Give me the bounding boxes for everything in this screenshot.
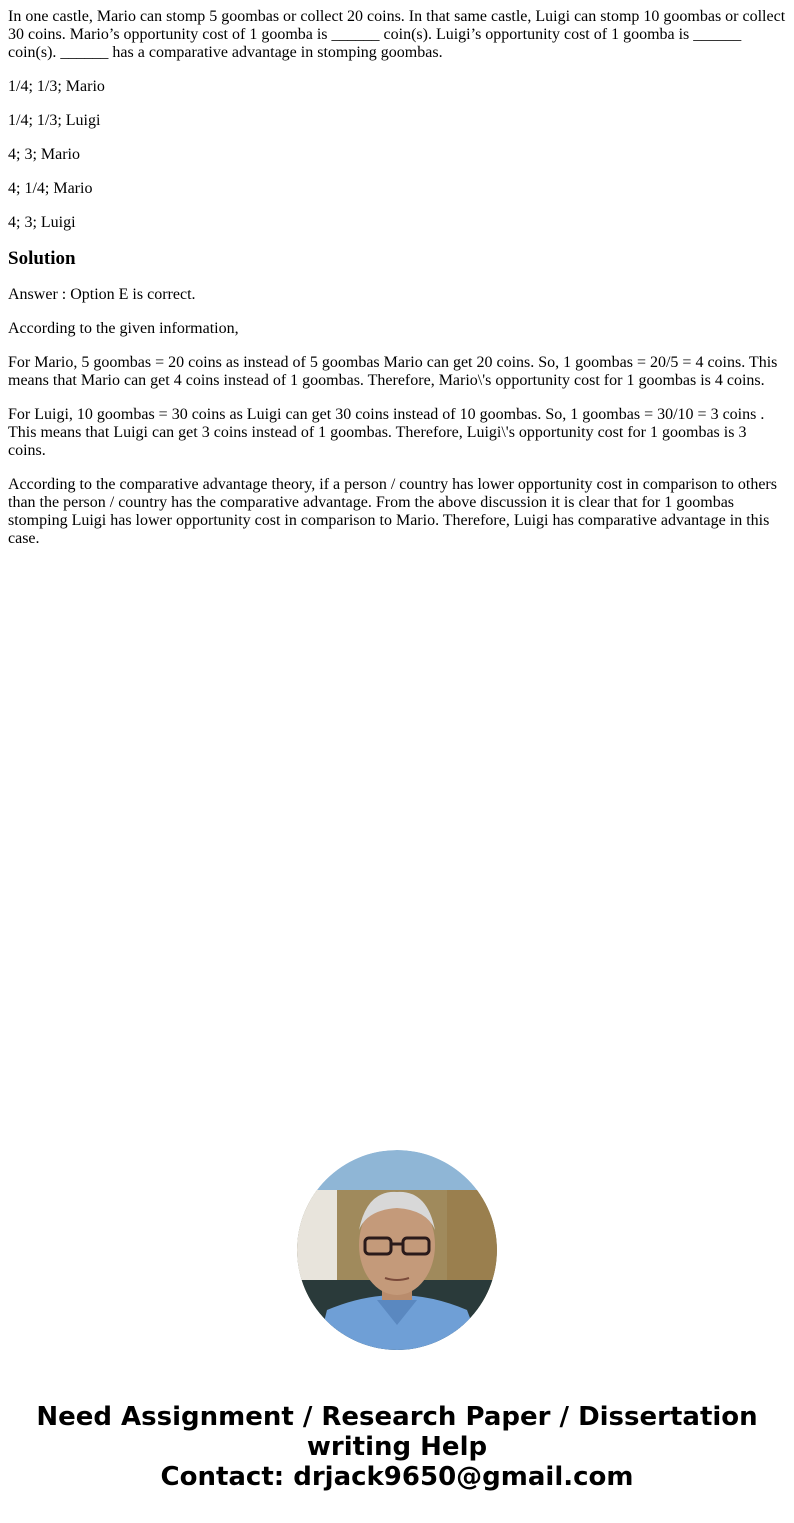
option-b: 1/4; 1/3; Luigi [8,112,101,129]
option-c: 4; 3; Mario [8,146,80,163]
solution-intro: According to the given information, [8,320,239,337]
promo-line-1: Need Assignment / Research Paper / Dissertation [36,1402,758,1432]
options-list [8,78,786,232]
solution-luigi: For Luigi, 10 goombas = 30 coins as Luigi can get 30 coins instead of 10 goombas. So, 1 goombas = 30/10 = 3 coins . This means that Luigi can get 3 coins instead of 1 goombas. Therefore, Luigi\'s opportunity cost for 1 goombas is 3 coins. [8,406,765,459]
solution-answer: Answer : Option E is correct. [8,286,196,303]
author-avatar [297,1150,497,1350]
question-text: In one castle, Mario can stomp 5 goombas or collect 20 coins. In that same castle, Luigi can stomp 10 goombas or collect 30 coins. Mario’s opportunity cost of 1 goomba is ______ coin(s). Luigi’s opportunity cost of 1 goomba is ______ coin(s). ______ has a comparative advantage in stomping goombas. [8,8,786,61]
option-e: 4; 3; Luigi [8,214,76,231]
solution-heading: Solution [8,248,76,269]
document-body [8,8,786,564]
solution-mario: For Mario, 5 goombas = 20 coins as instead of 5 goombas Mario can get 20 coins. So, 1 goombas = 20/5 = 4 coins. This means that Mario can get 4 coins instead of 1 goombas. Therefore, Mario\'s opportunity cost for 1 goombas is 4 coins. [8,354,778,389]
promo-footer [0,1150,794,1492]
option-a: 1/4; 1/3; Mario [8,78,105,95]
option-d: 4; 1/4; Mario [8,180,93,197]
solution-conclusion: According to the comparative advantage theory, if a person / country has lower opportunity cost in comparison to others than the person / country has the comparative advantage. From the above discussion it is clear that for 1 goombas stomping Luigi has lower opportunity cost in comparison to Mario. Therefore, Luigi has comparative advantage in this case. [8,476,777,547]
promo-text [0,1402,794,1492]
promo-contact: Contact: drjack9650@gmail.com [160,1462,634,1492]
promo-line-2: writing Help [306,1432,488,1462]
